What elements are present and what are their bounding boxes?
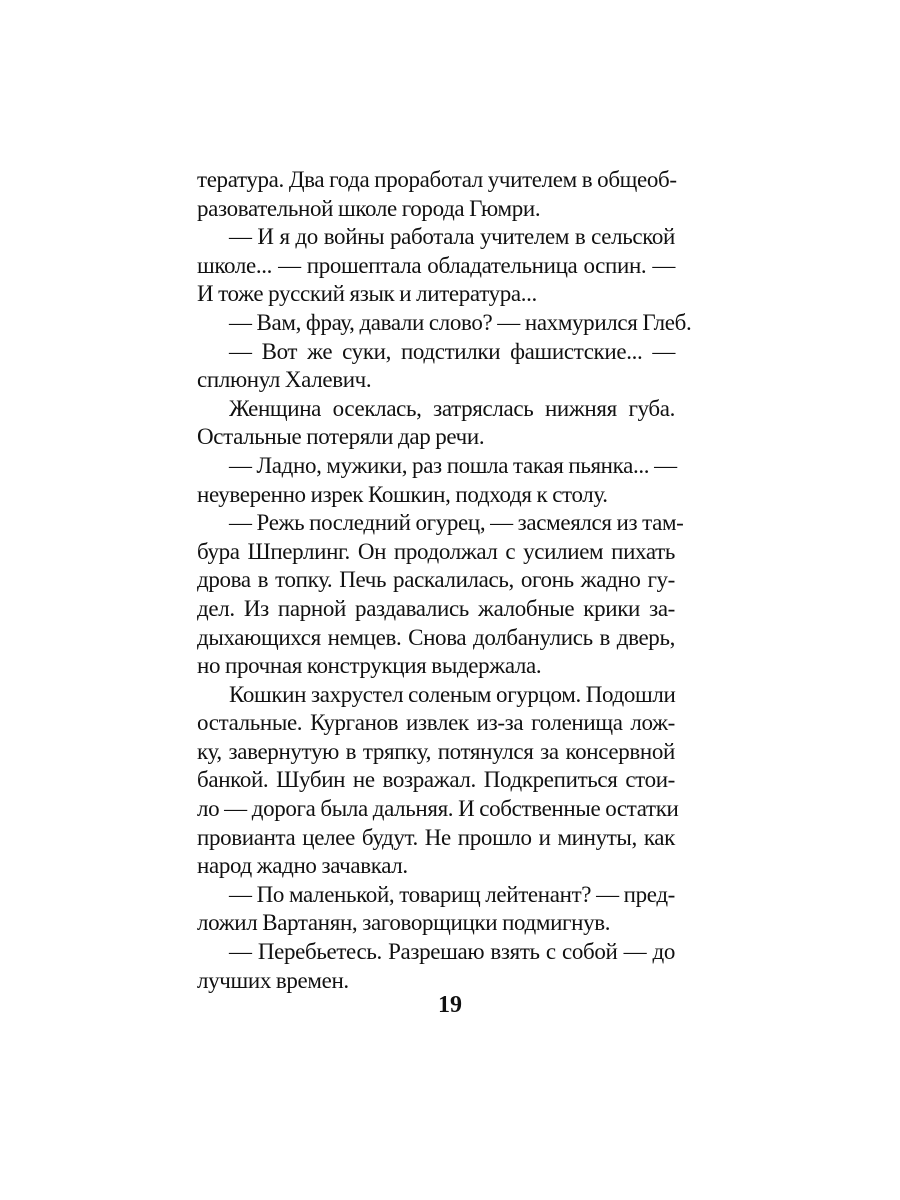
text-line: — И я до войны работала учителем в сельской	[229, 224, 675, 250]
text-line: Женщина осеклась, затряслась нижняя губа.	[229, 395, 675, 421]
body-text	[197, 166, 692, 995]
page-number: 19	[438, 992, 462, 1018]
text-line: Остальные потеряли дар речи.	[197, 424, 485, 450]
text-line: ку, завернутую в тряпку, потянулся за консервной	[197, 738, 675, 764]
text-line: Кошкин захрустел соленым огурцом. Подошли	[229, 681, 676, 707]
text-line: дел. Из парной раздавались жалобные крики за-	[197, 595, 675, 621]
text-line: остальные. Курганов извлек из-за голенища лож-	[197, 710, 675, 736]
text-line: лучших времен.	[197, 967, 349, 993]
text-line: дыхающихся немцев. Снова долбанулись в дверь,	[197, 624, 675, 650]
paragraph	[197, 938, 675, 995]
paragraph	[197, 166, 675, 223]
paragraph	[197, 681, 679, 881]
paragraph	[197, 223, 675, 309]
text-line: дрова в топку. Печь раскалилась, огонь жадно гу-	[197, 567, 675, 593]
paragraph	[197, 309, 692, 338]
text-line: ло — дорога была дальняя. И собственные остатки	[197, 796, 679, 822]
text-line: — Вам, фрау, давали слово? — нахмурился Глеб.	[229, 309, 692, 335]
text-line: тература. Два года проработал учителем в общеоб-	[197, 167, 677, 192]
paragraph	[197, 881, 675, 938]
text-line: — По маленькой, товарищ лейтенант? — пред-	[229, 881, 675, 907]
text-line: сплюнул Халевич.	[197, 367, 372, 393]
paragraph	[197, 338, 675, 395]
paragraph	[197, 452, 675, 509]
text-line: провианта целее будут. Не прошло и минуты, как	[197, 824, 675, 850]
text-line: — Режь последний огурец, — засмеялся из там-	[229, 510, 684, 536]
text-line: — Перебьетесь. Разрешаю взять с собой — до	[229, 939, 675, 965]
text-line: народ жадно зачавкал.	[197, 853, 408, 879]
text-line: ложил Вартанян, заговорщицки подмигнув.	[197, 910, 611, 936]
text-line: школе... — прошептала обладательница оспин. —	[197, 252, 675, 278]
text-line: И тоже русский язык и литература...	[197, 281, 537, 307]
text-line: банкой. Шубин не возражал. Подкрепиться стои-	[197, 767, 675, 793]
text-line: разовательной школе города Гюмри.	[197, 195, 541, 221]
text-line: неуверенно изрек Кошкин, подходя к столу.	[197, 481, 608, 507]
text-line: бура Шперлинг. Он продолжал с усилием пихать	[197, 538, 675, 564]
text-line: — Ладно, мужики, раз пошла такая пьянка... —	[229, 452, 677, 478]
text-line: — Вот же суки, подстилки фашистские... —	[229, 338, 675, 364]
paragraph	[197, 509, 684, 681]
paragraph	[197, 395, 675, 452]
text-line: но прочная конструкция выдержала.	[197, 653, 542, 679]
